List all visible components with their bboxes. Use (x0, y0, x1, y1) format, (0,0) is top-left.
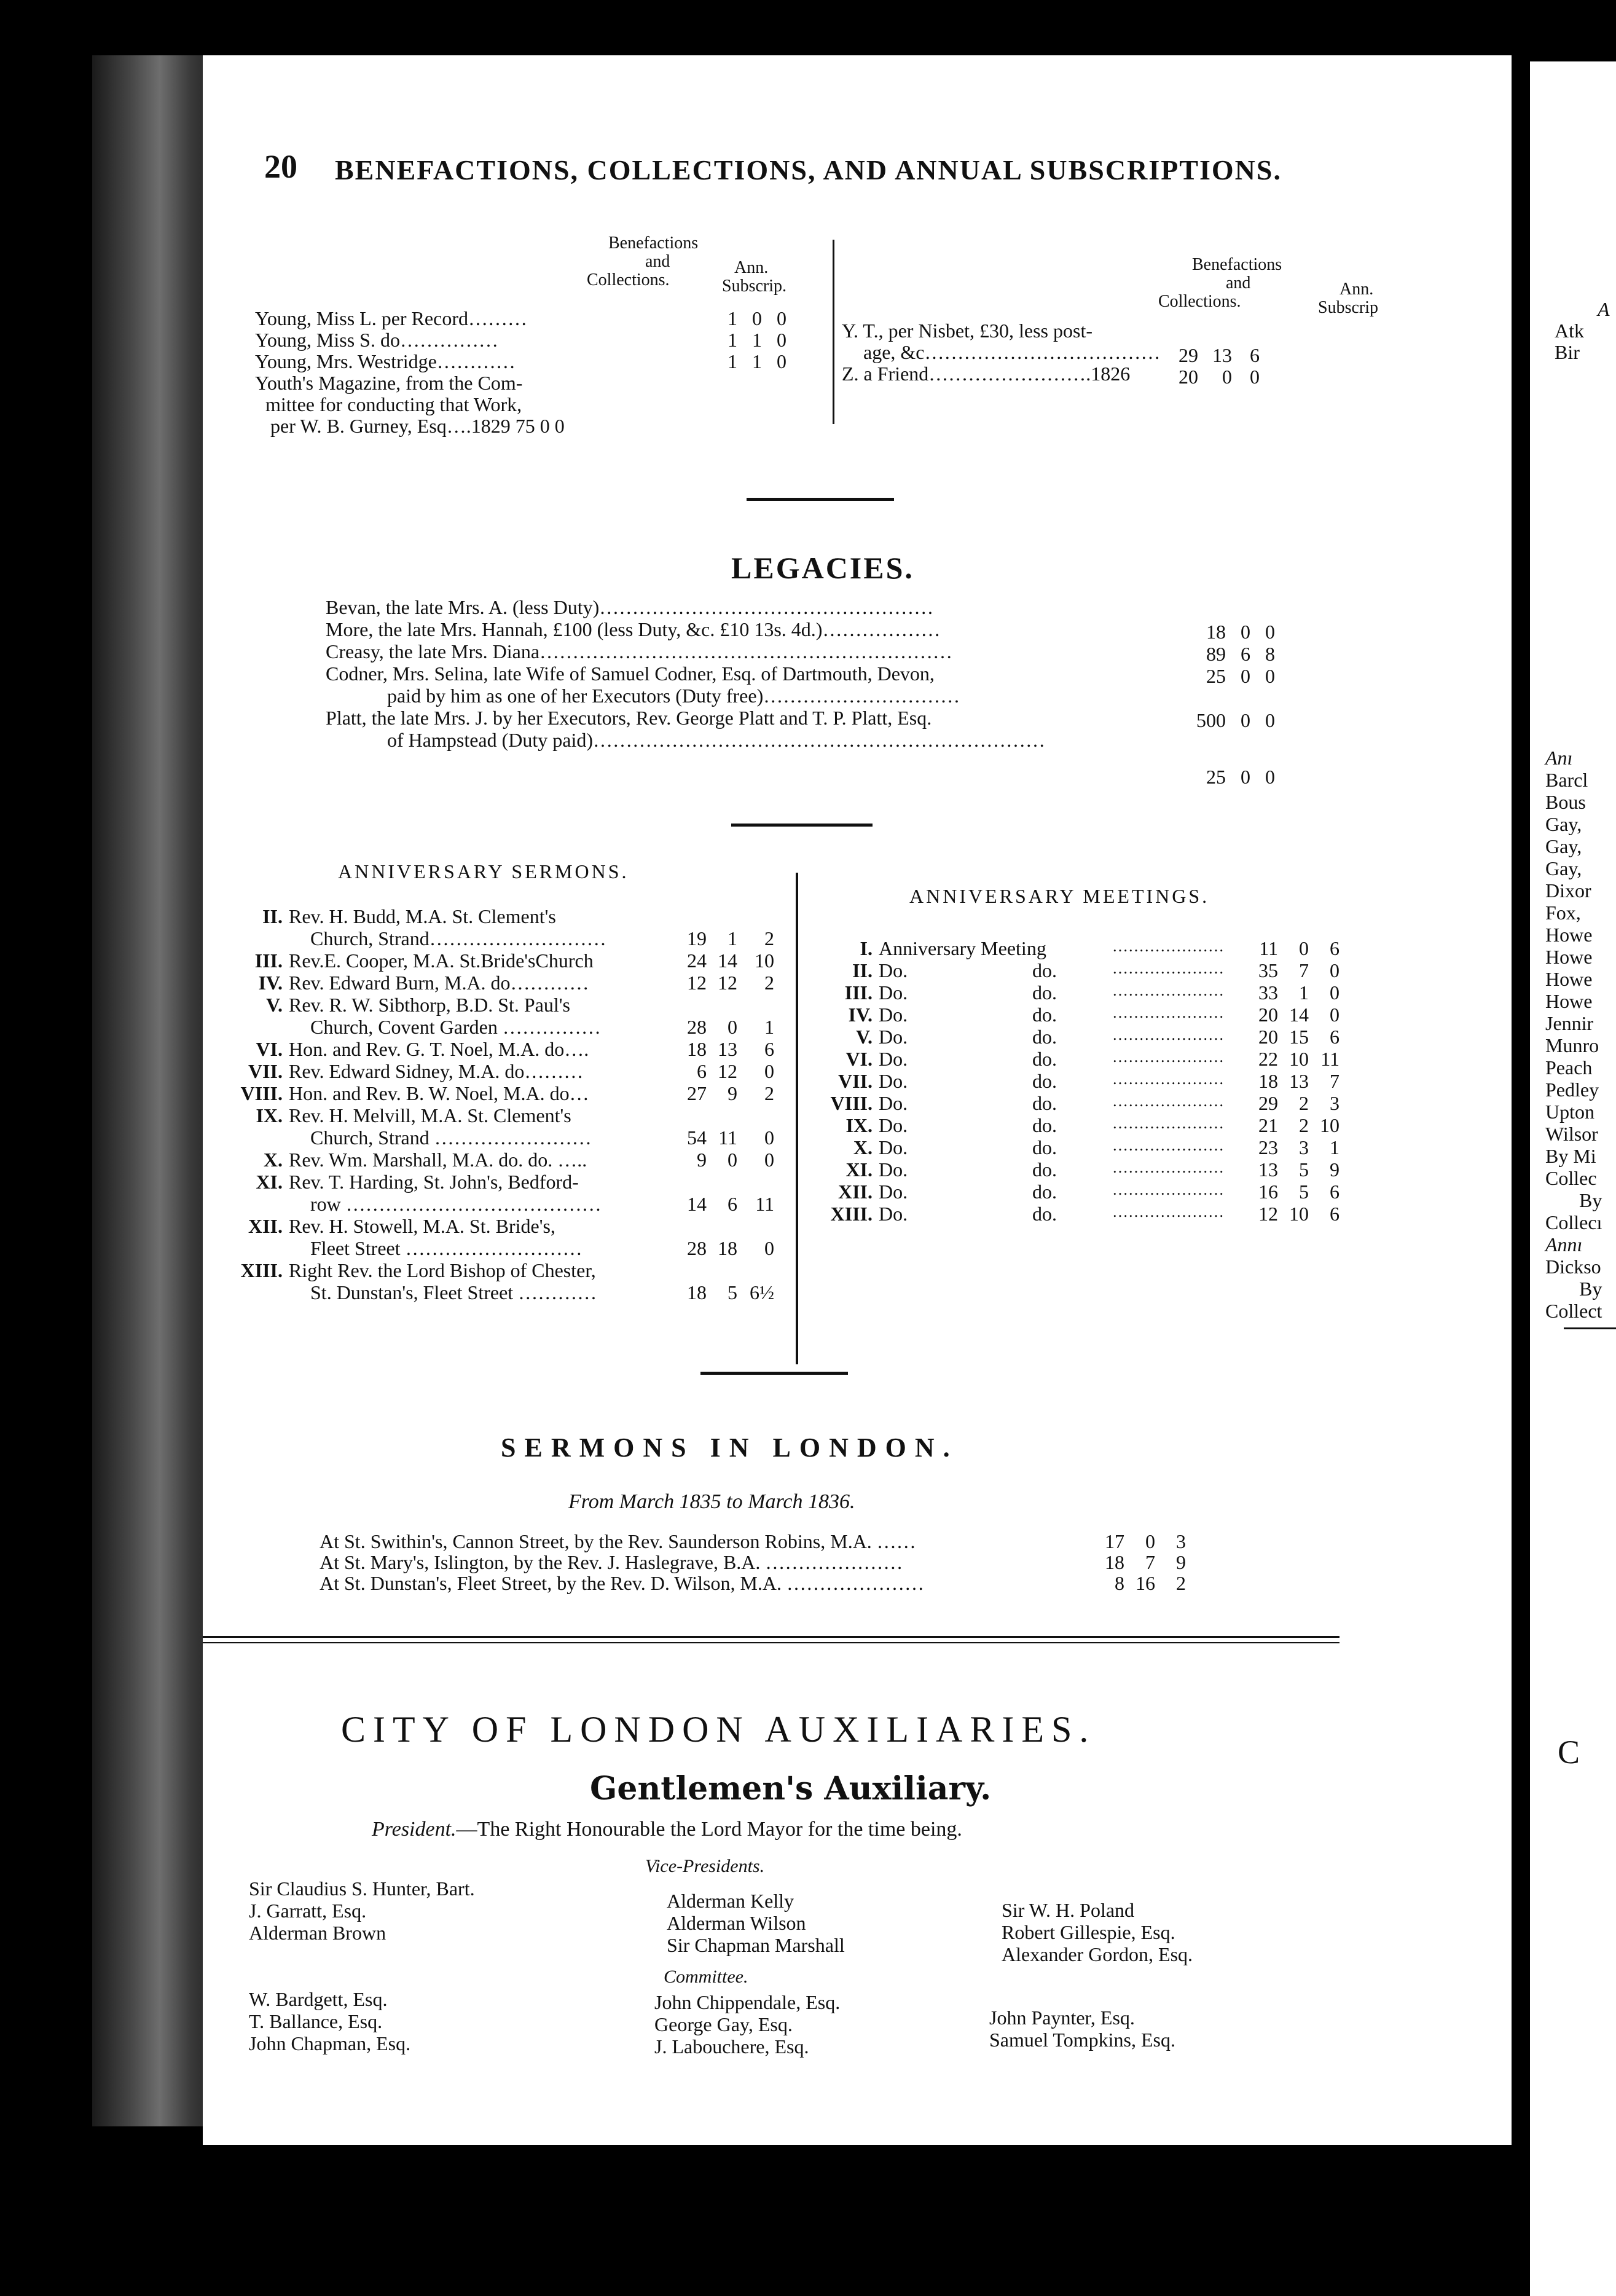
auxiliary-name: George Gay, Esq. (654, 2013, 793, 2035)
amount-value: 35 (1258, 959, 1278, 981)
strip-text: Munro (1545, 1034, 1599, 1056)
amount-value: 7 (1330, 1070, 1339, 1092)
sermon-line: row ………………………………… (310, 1193, 602, 1215)
auxiliary-name: Alexander Gordon, Esq. (1002, 1943, 1193, 1965)
meeting-dots: ………………… (1112, 1203, 1224, 1221)
column-header: and (645, 252, 670, 271)
amount-value: 0 (1222, 366, 1232, 388)
sermon-line: Rev. Wm. Marshall, M.A. do. do. ….. (289, 1149, 587, 1171)
sermon-line: Rev. Edward Sidney, M.A. do……… (289, 1060, 584, 1082)
auxiliary-name: John Chapman, Esq. (249, 2032, 411, 2054)
auxiliaries-subtitle: Gentlemen's Auxiliary. (590, 1770, 992, 1807)
amount-value: 0 (1145, 1530, 1155, 1552)
running-title: BENEFACTIONS, COLLECTIONS, AND ANNUAL SUBSCRIPTIONS. (335, 154, 1282, 186)
amount-value: 3 (1330, 1092, 1339, 1114)
amount-value: 0 (777, 329, 786, 351)
amount-value: 3 (1176, 1530, 1186, 1552)
amount-value: 6 (1330, 1181, 1339, 1203)
strip-text: Upton (1545, 1101, 1594, 1123)
meeting-dots: ………………… (1112, 1026, 1224, 1044)
sermon-line: Church, Strand …………………… (310, 1126, 592, 1149)
legacy-line: More, the late Mrs. Hannah, £100 (less Duty, &c. £10 13s. 4d.)……………… (326, 618, 941, 640)
strip-text: Dickso (1545, 1256, 1601, 1278)
amount-value: 0 (1265, 709, 1275, 731)
amount-value: 8 (1265, 643, 1275, 665)
auxiliary-name: T. Ballance, Esq. (249, 2010, 383, 2032)
benefaction-entry: per W. B. Gurney, Esq….1829 75 0 0 (270, 415, 565, 437)
meeting-name: Do. (879, 1114, 908, 1136)
strip-text: Wilsor (1545, 1123, 1598, 1145)
book-binding (92, 55, 215, 2126)
auxiliary-name: Sir W. H. Poland (1002, 1899, 1135, 1921)
meeting-name: Do. (879, 959, 908, 981)
president-label: President. (372, 1818, 457, 1841)
meeting-do: do. (1032, 1048, 1057, 1070)
amount-value: 6 (728, 1193, 737, 1215)
amount-value: 0 (1330, 959, 1339, 981)
sermon-number: X. (263, 1149, 283, 1171)
sermon-number: VII. (248, 1060, 283, 1082)
amount-value: 0 (777, 350, 786, 372)
amount-value: 21 (1258, 1114, 1278, 1136)
page (203, 55, 1512, 2145)
amount-value: 0 (1299, 937, 1309, 959)
amount-value: 54 (687, 1126, 707, 1149)
page-number: 20 (264, 148, 297, 185)
column-header: Ann. (1339, 280, 1374, 299)
strip-text: Gay, (1545, 835, 1582, 857)
amount-value: 12 (1258, 1203, 1278, 1225)
amount-value: 18 (1105, 1551, 1124, 1573)
amount-value: 10 (1289, 1048, 1309, 1070)
meeting-dots: ………………… (1112, 1181, 1224, 1198)
benefaction-entry: Young, Mrs. Westridge………… (255, 350, 516, 372)
sermon-line: St. Dunstan's, Fleet Street ………… (310, 1281, 597, 1303)
sermon-number: VI. (256, 1038, 283, 1060)
amount-value: 9 (728, 1082, 737, 1104)
strip-text: Bir (1555, 341, 1580, 363)
meeting-do: do. (1032, 1158, 1057, 1181)
strip-rule (1564, 1327, 1616, 1329)
section-divider (731, 824, 873, 827)
amount-value: 29 (1258, 1092, 1278, 1114)
sermon-line: Rev. Edward Burn, M.A. do………… (289, 972, 589, 994)
amount-value: 11 (718, 1126, 737, 1149)
amount-value: 0 (1241, 665, 1250, 687)
amount-value: 13 (1212, 344, 1232, 366)
sermon-line: Church, Strand……………………… (310, 927, 606, 949)
strip-text: Fox, (1545, 902, 1581, 924)
amount-value: 20 (1179, 366, 1198, 388)
amount-value: 1 (728, 350, 737, 372)
amount-value: 8 (1115, 1572, 1124, 1594)
meeting-number: XI. (845, 1158, 873, 1181)
amount-value: 28 (687, 1016, 707, 1038)
legacy-line: Creasy, the late Mrs. Diana……………………………………………………… (326, 640, 953, 662)
auxiliary-name: J. Garratt, Esq. (249, 1900, 367, 1922)
strip-text: Pedley (1545, 1079, 1599, 1101)
amount-value: 14 (687, 1193, 707, 1215)
section-divider (747, 498, 894, 501)
strip-text: By (1579, 1189, 1602, 1211)
amount-value: 18 (687, 1038, 707, 1060)
amount-value: 1 (728, 329, 737, 351)
meeting-dots: ………………… (1112, 1158, 1224, 1176)
sermon-line: Fleet Street ……………………… (310, 1237, 582, 1259)
strip-text: Anı (1545, 747, 1573, 769)
amount-value: 2 (1299, 1114, 1309, 1136)
strip-text: By Mi (1545, 1145, 1596, 1167)
meeting-dots: ………………… (1112, 981, 1224, 999)
amount-value: 29 (1179, 344, 1198, 366)
sermon-line: Hon. and Rev. G. T. Noel, M.A. do…. (289, 1038, 589, 1060)
amount-value: 1 (752, 329, 762, 351)
amount-value: 11 (1320, 1048, 1339, 1070)
meeting-do: do. (1032, 1181, 1057, 1203)
amount-value: 20 (1258, 1004, 1278, 1026)
amount-value: 2 (764, 927, 774, 949)
amount-value: 1 (764, 1016, 774, 1038)
amount-value: 19 (687, 927, 707, 949)
meeting-name: Do. (879, 981, 908, 1004)
amount-value: 2 (764, 1082, 774, 1104)
amount-value: 2 (764, 972, 774, 994)
meeting-do: do. (1032, 1092, 1057, 1114)
sermon-line: Right Rev. the Lord Bishop of Chester, (289, 1259, 596, 1281)
column-header: Collections. (587, 270, 670, 289)
meeting-number: X. (853, 1136, 873, 1158)
strip-text: Peach (1545, 1056, 1593, 1079)
legacy-line: Platt, the late Mrs. J. by her Executors, Rev. George Platt and T. P. Platt, Esq. (326, 707, 932, 729)
amount-value: 33 (1258, 981, 1278, 1004)
auxiliary-name: Alderman Kelly (667, 1890, 794, 1912)
auxiliary-name: Sir Claudius S. Hunter, Bart. (249, 1877, 475, 1900)
column-header: Ann. (734, 258, 769, 277)
amount-value: 6 (1330, 1026, 1339, 1048)
meeting-name: Anniversary Meeting (879, 937, 1046, 959)
strip-text: Howe (1545, 924, 1593, 946)
amount-value: 0 (764, 1149, 774, 1171)
amount-value: 3 (1299, 1136, 1309, 1158)
meeting-name: Do. (879, 1004, 908, 1026)
meeting-dots: ………………… (1112, 1048, 1224, 1066)
legacies-title: LEGACIES. (731, 551, 914, 585)
amount-value: 0 (1265, 766, 1275, 788)
meeting-do: do. (1032, 1114, 1057, 1136)
strip-text: Collec (1545, 1167, 1597, 1189)
amount-value: 10 (755, 949, 774, 972)
meeting-number: I. (860, 937, 873, 959)
amount-value: 0 (1241, 621, 1250, 643)
sermons-title: ANNIVERSARY SERMONS. (338, 860, 629, 883)
double-rule (203, 1642, 1339, 1643)
committee-label: Committee. (664, 1967, 748, 1987)
amount-value: 5 (1299, 1181, 1309, 1203)
amount-value: 6 (697, 1060, 707, 1082)
amount-value: 0 (1265, 621, 1275, 643)
amount-value: 0 (1330, 1004, 1339, 1026)
amount-value: 6 (1250, 344, 1260, 366)
amount-value: 10 (1320, 1114, 1339, 1136)
meeting-number: XII. (837, 1181, 873, 1203)
strip-text: A (1598, 298, 1610, 320)
amount-value: 0 (764, 1060, 774, 1082)
amount-value: 0 (1241, 709, 1250, 731)
meeting-number: XIII. (830, 1203, 873, 1225)
president-text: —The Right Honourable the Lord Mayor for the time being. (456, 1818, 962, 1841)
amount-value: 18 (718, 1237, 737, 1259)
column-header: and (1226, 273, 1251, 293)
strip-text: Gay, (1545, 813, 1582, 835)
auxiliary-name: W. Bardgett, Esq. (249, 1988, 388, 2010)
sermon-line: Church, Covent Garden …………… (310, 1016, 601, 1038)
amount-value: 0 (728, 1149, 737, 1171)
meeting-do: do. (1032, 981, 1057, 1004)
sermon-line: Hon. and Rev. B. W. Noel, M.A. do… (289, 1082, 589, 1104)
amount-value: 9 (697, 1149, 707, 1171)
column-header: Benefactions (1192, 255, 1282, 274)
amount-value: 2 (1176, 1572, 1186, 1594)
meeting-name: Do. (879, 1070, 908, 1092)
amount-value: 1 (1299, 981, 1309, 1004)
president-line (372, 1818, 962, 1841)
strip-text: Howe (1545, 990, 1593, 1012)
strip-text: Dixor (1545, 879, 1591, 902)
amount-value: 25 (1206, 665, 1226, 687)
benefaction-entry: age, &c……………………………… (863, 341, 1161, 363)
amount-value: 27 (687, 1082, 707, 1104)
sermon-line: Rev. T. Harding, St. John's, Bedford- (289, 1171, 579, 1193)
sermon-number: VIII. (240, 1082, 283, 1104)
amount-value: 13 (718, 1038, 737, 1060)
column-header: Subscrip (1318, 298, 1378, 317)
meeting-number: VIII. (830, 1092, 873, 1114)
sermon-line: Rev. H. Stowell, M.A. St. Bride's, (289, 1215, 555, 1237)
london-sermons-subtitle: From March 1835 to March 1836. (568, 1490, 855, 1513)
amount-value: 6 (764, 1038, 774, 1060)
meeting-do: do. (1032, 1070, 1057, 1092)
amount-value: 14 (1289, 1004, 1309, 1026)
sermon-line: Rev. H. Budd, M.A. St. Clement's (289, 905, 556, 927)
meeting-do: do. (1032, 1136, 1057, 1158)
amount-value: 11 (1259, 937, 1278, 959)
legacy-line: Bevan, the late Mrs. A. (less Duty)…………………………………………… (326, 596, 934, 618)
amount-value: 18 (687, 1281, 707, 1303)
amount-value: 0 (777, 307, 786, 329)
amount-value: 13 (1289, 1070, 1309, 1092)
strip-text: By (1579, 1278, 1602, 1300)
amount-value: 6 (1330, 1203, 1339, 1225)
meeting-dots: ………………… (1112, 1136, 1224, 1154)
auxiliary-name: Alderman Wilson (667, 1912, 806, 1934)
amount-value: 16 (1136, 1572, 1155, 1594)
strip-text: Atk (1555, 320, 1584, 342)
sermon-line: Rev. H. Melvill, M.A. St. Clement's (289, 1104, 571, 1126)
sermon-number: IV. (258, 972, 283, 994)
section-divider (700, 1372, 848, 1375)
meeting-dots: ………………… (1112, 1004, 1224, 1021)
strip-text: C (1558, 1734, 1580, 1771)
meeting-name: Do. (879, 1158, 908, 1181)
sermon-number: XIII. (240, 1259, 283, 1281)
meeting-number: VI. (845, 1048, 873, 1070)
amount-value: 7 (1299, 959, 1309, 981)
benefaction-entry: Young, Miss L. per Record……… (255, 307, 527, 329)
meeting-dots: ………………… (1112, 1114, 1224, 1132)
amount-value: 0 (1265, 665, 1275, 687)
meeting-name: Do. (879, 1181, 908, 1203)
meeting-name: Do. (879, 1092, 908, 1114)
amount-value: 14 (718, 949, 737, 972)
column-header: Benefactions (608, 234, 699, 253)
strip-text: Howe (1545, 968, 1593, 990)
column-divider (796, 873, 798, 1364)
meeting-number: VII. (837, 1070, 873, 1092)
amount-value: 25 (1206, 766, 1226, 788)
benefaction-entry: Youth's Magazine, from the Com- (255, 372, 523, 394)
meeting-do: do. (1032, 1203, 1057, 1225)
sermon-number: XII. (248, 1215, 283, 1237)
strip-text: Annı (1545, 1233, 1583, 1256)
meeting-do: do. (1032, 1004, 1057, 1026)
auxiliary-name: John Chippendale, Esq. (654, 1991, 841, 2013)
meeting-number: III. (844, 981, 873, 1004)
london-sermon-line: At St. Mary's, Islington, by the Rev. J. Haslegrave, B.A. ………………… (320, 1551, 903, 1573)
meeting-do: do. (1032, 959, 1057, 981)
sermon-number: V. (266, 994, 283, 1016)
amount-value: 24 (687, 949, 707, 972)
amount-value: 28 (687, 1237, 707, 1259)
auxiliary-name: John Paynter, Esq. (989, 2007, 1135, 2029)
meeting-dots: ………………… (1112, 937, 1224, 955)
auxiliary-name: Robert Gillespie, Esq. (1002, 1921, 1175, 1943)
column-header: Subscrip. (722, 277, 786, 296)
amount-value: 16 (1258, 1181, 1278, 1203)
meeting-dots: ………………… (1112, 1070, 1224, 1088)
amount-value: 0 (1250, 366, 1260, 388)
auxiliary-name: J. Labouchere, Esq. (654, 2035, 809, 2058)
meeting-name: Do. (879, 1203, 908, 1225)
amount-value: 9 (1176, 1551, 1186, 1573)
amount-value: 0 (1330, 981, 1339, 1004)
strip-text: Jennir (1545, 1012, 1594, 1034)
amount-value: 0 (764, 1126, 774, 1149)
legacy-line: Codner, Mrs. Selina, late Wife of Samuel Codner, Esq. of Dartmouth, Devon, (326, 662, 935, 685)
sermon-line: Rev. R. W. Sibthorp, B.D. St. Paul's (289, 994, 570, 1016)
london-sermons-title: SERMONS IN LONDON. (501, 1433, 959, 1463)
amount-value: 0 (752, 307, 762, 329)
auxiliary-name: Alderman Brown (249, 1922, 386, 1944)
london-sermon-line: At St. Dunstan's, Fleet Street, by the Rev. D. Wilson, M.A. ………………… (320, 1572, 924, 1594)
column-header: Collections. (1158, 292, 1241, 311)
amount-value: 1 (728, 307, 737, 329)
amount-value: 5 (728, 1281, 737, 1303)
legacy-line: paid by him as one of her Executors (Duty free)………………………… (387, 685, 960, 707)
amount-value: 13 (1258, 1158, 1278, 1181)
strip-text: Bous (1545, 791, 1586, 813)
amount-value: 17 (1105, 1530, 1124, 1552)
strip-text: Collect (1545, 1300, 1602, 1322)
amount-value: 1 (752, 350, 762, 372)
benefaction-entry: mittee for conducting that Work, (265, 393, 522, 415)
amount-value: 22 (1258, 1048, 1278, 1070)
sermon-number: IX. (256, 1104, 283, 1126)
london-sermon-line: At St. Swithin's, Cannon Street, by the Rev. Saunderson Robins, M.A. …… (320, 1530, 916, 1552)
amount-value: 20 (1258, 1026, 1278, 1048)
amount-value: 1 (728, 927, 737, 949)
amount-value: 89 (1206, 643, 1226, 665)
amount-value: 11 (755, 1193, 774, 1215)
adjacent-page-strip (1530, 61, 1616, 2296)
sermon-number: XI. (256, 1171, 283, 1193)
sermon-number: II. (262, 905, 283, 927)
meetings-title: ANNIVERSARY MEETINGS. (909, 885, 1210, 907)
auxiliary-name: Samuel Tompkins, Esq. (989, 2029, 1175, 2051)
meeting-dots: ………………… (1112, 959, 1224, 977)
amount-value: 18 (1206, 621, 1226, 643)
amount-value: 0 (1241, 766, 1250, 788)
meeting-name: Do. (879, 1048, 908, 1070)
sermon-number: III. (254, 949, 283, 972)
amount-value: 15 (1289, 1026, 1309, 1048)
benefaction-entry: Z. a Friend…………………….1826 (842, 363, 1131, 385)
vice-presidents-label: Vice-Presidents. (645, 1856, 765, 1876)
amount-value: 2 (1299, 1092, 1309, 1114)
double-rule (203, 1636, 1339, 1638)
strip-text: Gay, (1545, 857, 1582, 879)
meeting-number: V. (856, 1026, 873, 1048)
amount-value: 0 (764, 1237, 774, 1259)
meeting-number: IV. (848, 1004, 873, 1026)
auxiliaries-title: CITY OF LONDON AUXILIARIES. (341, 1709, 1096, 1750)
meeting-dots: ………………… (1112, 1092, 1224, 1110)
legacy-line: of Hampstead (Duty paid)…………………………………………………………… (387, 729, 1046, 751)
benefaction-entry: Young, Miss S. do…………… (255, 329, 498, 351)
sermon-line: Rev.E. Cooper, M.A. St.Bride'sChurch (289, 949, 594, 972)
amount-value: 6 (1241, 643, 1250, 665)
amount-value: 6 (1330, 937, 1339, 959)
amount-value: 23 (1258, 1136, 1278, 1158)
amount-value: 12 (718, 972, 737, 994)
amount-value: 18 (1258, 1070, 1278, 1092)
strip-text: Barcl (1545, 769, 1588, 791)
meeting-do: do. (1032, 1026, 1057, 1048)
amount-value: 12 (687, 972, 707, 994)
column-divider (833, 240, 834, 424)
meeting-name: Do. (879, 1136, 908, 1158)
meeting-number: IX. (845, 1114, 873, 1136)
meeting-name: Do. (879, 1026, 908, 1048)
benefaction-entry: Y. T., per Nisbet, £30, less post- (842, 320, 1092, 342)
amount-value: 7 (1145, 1551, 1155, 1573)
amount-value: 6½ (750, 1281, 774, 1303)
strip-text: Howe (1545, 946, 1593, 968)
amount-value: 5 (1299, 1158, 1309, 1181)
meeting-number: II. (852, 959, 873, 981)
amount-value: 1 (1330, 1136, 1339, 1158)
amount-value: 10 (1289, 1203, 1309, 1225)
amount-value: 12 (718, 1060, 737, 1082)
strip-text: Collecı (1545, 1211, 1602, 1233)
amount-value: 500 (1196, 709, 1226, 731)
amount-value: 9 (1330, 1158, 1339, 1181)
amount-value: 0 (728, 1016, 737, 1038)
auxiliary-name: Sir Chapman Marshall (667, 1934, 845, 1956)
